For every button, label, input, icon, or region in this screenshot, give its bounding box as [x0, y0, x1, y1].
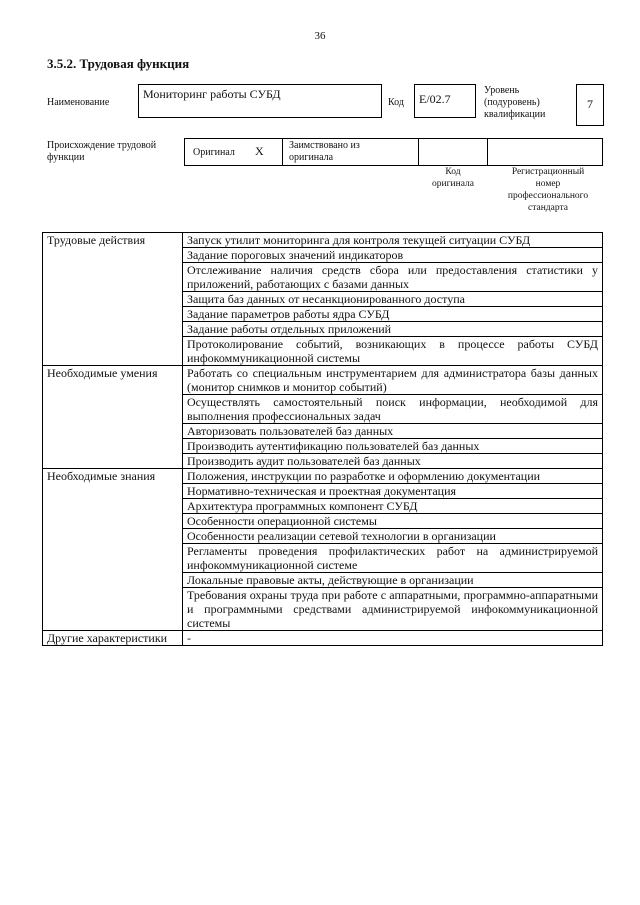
- level-box: [576, 84, 604, 126]
- list-item: Требования охраны труда при работе с аппаратными, программно-аппаратными и программными средствами администрируемой инфокоммуникационной системы: [183, 588, 603, 631]
- origin-divider-3: [487, 138, 488, 166]
- origin-label-line-1: Происхождение трудовой: [47, 140, 157, 151]
- original-label: Оригинал: [193, 147, 235, 158]
- list-item: Отслеживание наличия средств сбора или предоставления статистики у приложений, работающих с базами данных: [183, 263, 603, 292]
- list-item: Особенности операционной системы: [183, 514, 603, 529]
- origin-divider-2: [418, 138, 419, 166]
- borrowed-label: [289, 140, 360, 164]
- list-item: Авторизовать пользователей баз данных: [183, 424, 603, 439]
- list-item: Локальные правовые акты, действующие в организации: [183, 573, 603, 588]
- origin-label: [47, 140, 156, 164]
- code-label: Код: [388, 97, 404, 108]
- list-item: Положения, инструкции по разработке и оформлению документации: [183, 469, 603, 484]
- level-label-line-1: Уровень: [484, 85, 520, 96]
- other-value: -: [183, 631, 603, 646]
- origin-divider-1: [282, 138, 283, 166]
- level-label-line-2: (подуровень): [484, 97, 540, 108]
- list-item: Регламенты проведения профилактических работ на администрируемой инфокоммуникационной системе: [183, 544, 603, 573]
- table-row: [43, 233, 603, 248]
- reg-number-caption-line-3: профессионального: [507, 191, 589, 201]
- list-item: Производить аутентификацию пользователей баз данных: [183, 439, 603, 454]
- table-row: [43, 631, 603, 646]
- code-original-caption: [418, 166, 488, 190]
- borrowed-label-line-2: оригинала: [289, 152, 334, 163]
- list-item: Задание работы отдельных приложений: [183, 322, 603, 337]
- reg-number-caption-line-4: стандарта: [528, 203, 568, 213]
- section-title-other: Другие характеристики: [43, 631, 183, 646]
- table-row: [43, 366, 603, 395]
- list-item: Протоколирование событий, возникающих в процессе работы СУБД инфокоммуникационной системы: [183, 337, 603, 366]
- list-item: Задание пороговых значений индикаторов: [183, 248, 603, 263]
- list-item: Особенности реализации сетевой технологии в организации: [183, 529, 603, 544]
- page-number: 36: [314, 30, 326, 42]
- list-item: Производить аудит пользователей баз данных: [183, 454, 603, 469]
- code-original-caption-line-2: оригинала: [432, 179, 474, 189]
- list-item: Осуществлять самостоятельный поиск информации, необходимой для выполнения профессиональных задач: [183, 395, 603, 424]
- code-value: E/02.7: [419, 92, 451, 106]
- level-label-line-3: квалификации: [484, 109, 546, 120]
- list-item: Запуск утилит мониторинга для контроля текущей ситуации СУБД: [183, 233, 603, 248]
- list-item: Нормативно-техническая и проектная документация: [183, 484, 603, 499]
- list-item: Защита баз данных от несанкционированного доступа: [183, 292, 603, 307]
- borrowed-label-line-1: Заимствовано из: [289, 140, 360, 151]
- name-label: Наименование: [47, 97, 110, 108]
- list-item: Задание параметров работы ядра СУБД: [183, 307, 603, 322]
- code-box: [414, 84, 476, 118]
- level-label: [484, 85, 545, 121]
- section-title-skills: Необходимые умения: [43, 366, 183, 469]
- list-item: Работать со специальным инструментарием для администратора базы данных (монитор снимков и монитор событий): [183, 366, 603, 395]
- origin-label-line-2: функции: [47, 152, 85, 163]
- function-name-value: Мониторинг работы СУБД: [143, 87, 281, 101]
- list-item: Архитектура программных компонент СУБД: [183, 499, 603, 514]
- original-mark: X: [255, 144, 264, 158]
- reg-number-caption: [492, 166, 604, 214]
- code-original-caption-line-1: Код: [445, 167, 461, 177]
- reg-number-caption-line-1: Регистрационный: [511, 167, 585, 177]
- table-row: [43, 469, 603, 484]
- section-title: 3.5.2. Трудовая функция: [47, 56, 190, 71]
- function-name-box: [138, 84, 382, 118]
- function-table: [42, 232, 603, 646]
- origin-grid: [184, 138, 603, 166]
- reg-number-caption-line-2: номер: [535, 179, 561, 189]
- section-title-knowledge: Необходимые знания: [43, 469, 183, 631]
- level-value: 7: [587, 97, 593, 111]
- section-title-actions: Трудовые действия: [43, 233, 183, 366]
